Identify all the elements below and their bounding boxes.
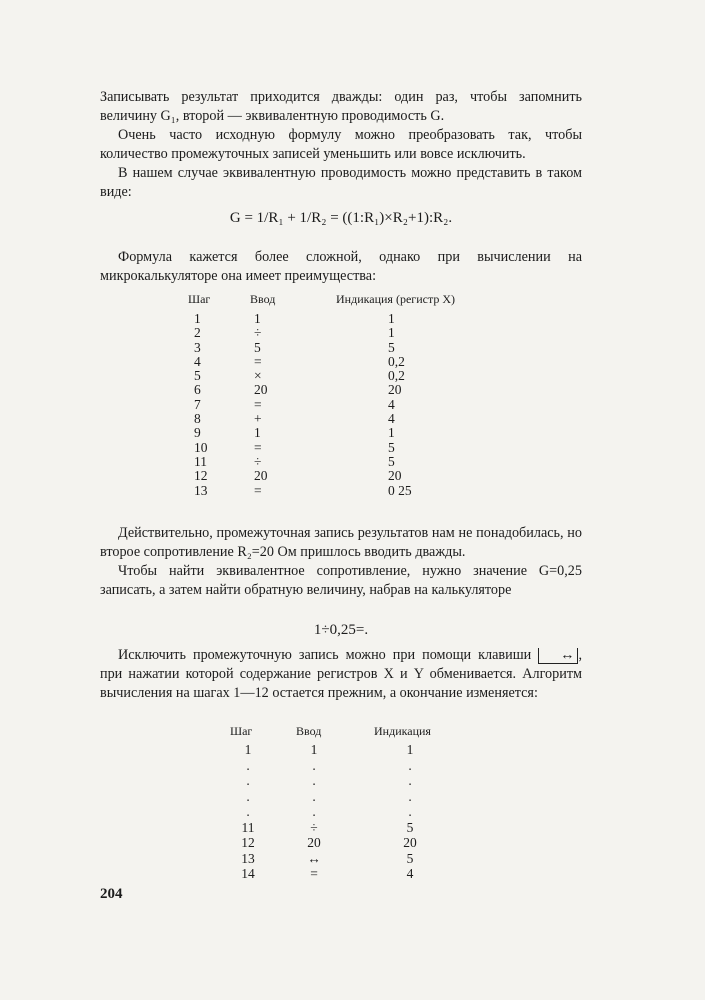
table1-display: 20 [388, 382, 402, 398]
table1-step: 10 [194, 439, 208, 455]
table2-step: . [246, 757, 250, 773]
page-number: 204 [100, 886, 123, 902]
table2-display: . [408, 757, 412, 773]
table2-step: . [246, 788, 250, 804]
table1-display: 0 25 [388, 482, 412, 498]
table1-input: = [254, 439, 262, 455]
table1-step: 7 [194, 396, 201, 412]
paragraph-7 [100, 646, 582, 703]
table2-step: 11 [241, 819, 255, 835]
table1-header-step: Шаг [188, 292, 211, 306]
table2-display: . [408, 804, 412, 819]
table2-step: 14 [241, 866, 255, 881]
swap-key-icon: ↔ [538, 648, 578, 664]
formula-reciprocal: 1÷0,25=. [313, 622, 369, 638]
table2-display: . [408, 773, 412, 788]
paragraph-6: Чтобы найти эквивалентное сопротивление, нужно значение G=0,25 записать, а затем найти обратную величину, набрав на калькуляторе [100, 563, 582, 598]
table2-input: . [312, 773, 316, 788]
paragraph-4: Формула кажется более сложной, однако при вычислении на микрокалькуляторе она имеет преимущества: [100, 249, 582, 284]
table1-display: 1 [388, 325, 395, 341]
table1-step: 11 [194, 453, 207, 469]
table1-step: 1 [194, 311, 201, 326]
table1-display-column [388, 312, 412, 498]
table2-step: . [246, 804, 250, 819]
table1-input: 1 [254, 425, 261, 441]
paragraph-7-text-after: , при нажатии которой содержание регистров X и Y обменивается. Алгоритм вычисления на шагах 1—12 остается прежним, а окончание изменяется: [100, 647, 582, 701]
table1-display: 0,2 [388, 353, 405, 369]
table1-step: 9 [194, 425, 201, 441]
table1-display: 20 [388, 468, 402, 484]
table2-input: 20 [307, 835, 321, 850]
table1-step: 8 [194, 411, 201, 427]
table1-step: 3 [194, 339, 201, 355]
table1-display: 5 [388, 439, 395, 455]
table1-display: 4 [388, 396, 395, 412]
table2-input-column [302, 742, 326, 882]
table1-step: 5 [194, 368, 201, 384]
table2-display: . [408, 788, 412, 804]
table1-input: 20 [254, 382, 268, 398]
table2-step-column [236, 742, 260, 882]
table2-input: . [312, 757, 316, 773]
table2-display: 4 [406, 866, 414, 881]
table1-input: 20 [254, 468, 268, 484]
table1-input: = [254, 482, 262, 498]
table1-step: 13 [194, 482, 208, 498]
table2-input: = [310, 866, 318, 881]
table2-display-column [398, 742, 422, 882]
table1-input: + [254, 411, 262, 427]
paragraph-2: Очень часто исходную формулу можно преобразовать так, чтобы количество промежуточных записей уменьшить или вовсе исключить. [100, 127, 582, 162]
table2-display: 5 [406, 850, 414, 866]
table2-step: 13 [241, 850, 255, 866]
table1-input: ÷ [254, 325, 262, 341]
paragraph-1: Записывать результат приходится дважды: один раз, чтобы запомнить величину G₁, второй — эквивалентную проводимость G. [100, 89, 582, 124]
table1-input: 5 [254, 339, 261, 355]
table1-input: = [254, 353, 262, 369]
table1-display: 5 [388, 339, 395, 355]
table2-input: ↔ [307, 850, 321, 866]
table1-input: × [254, 368, 262, 384]
table2-input: . [312, 788, 316, 804]
table1-display: 4 [388, 411, 395, 427]
table1-header-input: Ввод [250, 292, 276, 306]
table1-step: 4 [194, 353, 201, 369]
table1-input: ÷ [254, 453, 262, 469]
table2-step: 12 [241, 835, 255, 850]
steps-table-1 [188, 292, 488, 502]
paragraph-5: Действительно, промежуточная запись результатов нам не понадобилась, но второе сопротивление R₂=20 Ом пришлось вводить дважды. [100, 525, 582, 560]
table2-header-display: Индикация [374, 724, 431, 738]
table1-input: = [254, 396, 262, 412]
table1-step: 6 [194, 382, 201, 398]
table2-input: . [312, 804, 316, 819]
table1-step-column [194, 312, 208, 498]
paragraph-3: В нашем случае эквивалентную проводимость можно представить в таком виде: [100, 165, 582, 200]
table1-display: 0,2 [388, 368, 405, 384]
table2-input: ÷ [310, 819, 318, 835]
steps-table-2 [230, 724, 450, 884]
table2-header-input: Ввод [296, 724, 322, 738]
table1-step: 12 [194, 468, 208, 484]
table1-display: 1 [388, 425, 395, 441]
formula-equivalent-conductance: G = 1/R₁ + 1/R₂ = ((1:R₁)×R₂+1):R₂. [229, 210, 453, 226]
table1-display: 1 [388, 311, 395, 326]
table2-display: 1 [406, 742, 414, 757]
table2-display: 5 [406, 819, 414, 835]
table1-header-display: Индикация (регистр X) [336, 292, 455, 306]
table1-input-column [254, 312, 268, 498]
table1-step: 2 [194, 325, 201, 341]
table2-step: 1 [244, 742, 252, 757]
table2-header-step: Шаг [230, 724, 253, 738]
table2-display: 20 [403, 835, 417, 850]
table2-input: 1 [310, 742, 318, 757]
table1-input: 1 [254, 311, 261, 326]
paragraph-7-text-before: Исключить промежуточную запись можно при помощи клавиши [118, 647, 532, 663]
table2-step: . [246, 773, 250, 788]
table1-display: 5 [388, 453, 395, 469]
